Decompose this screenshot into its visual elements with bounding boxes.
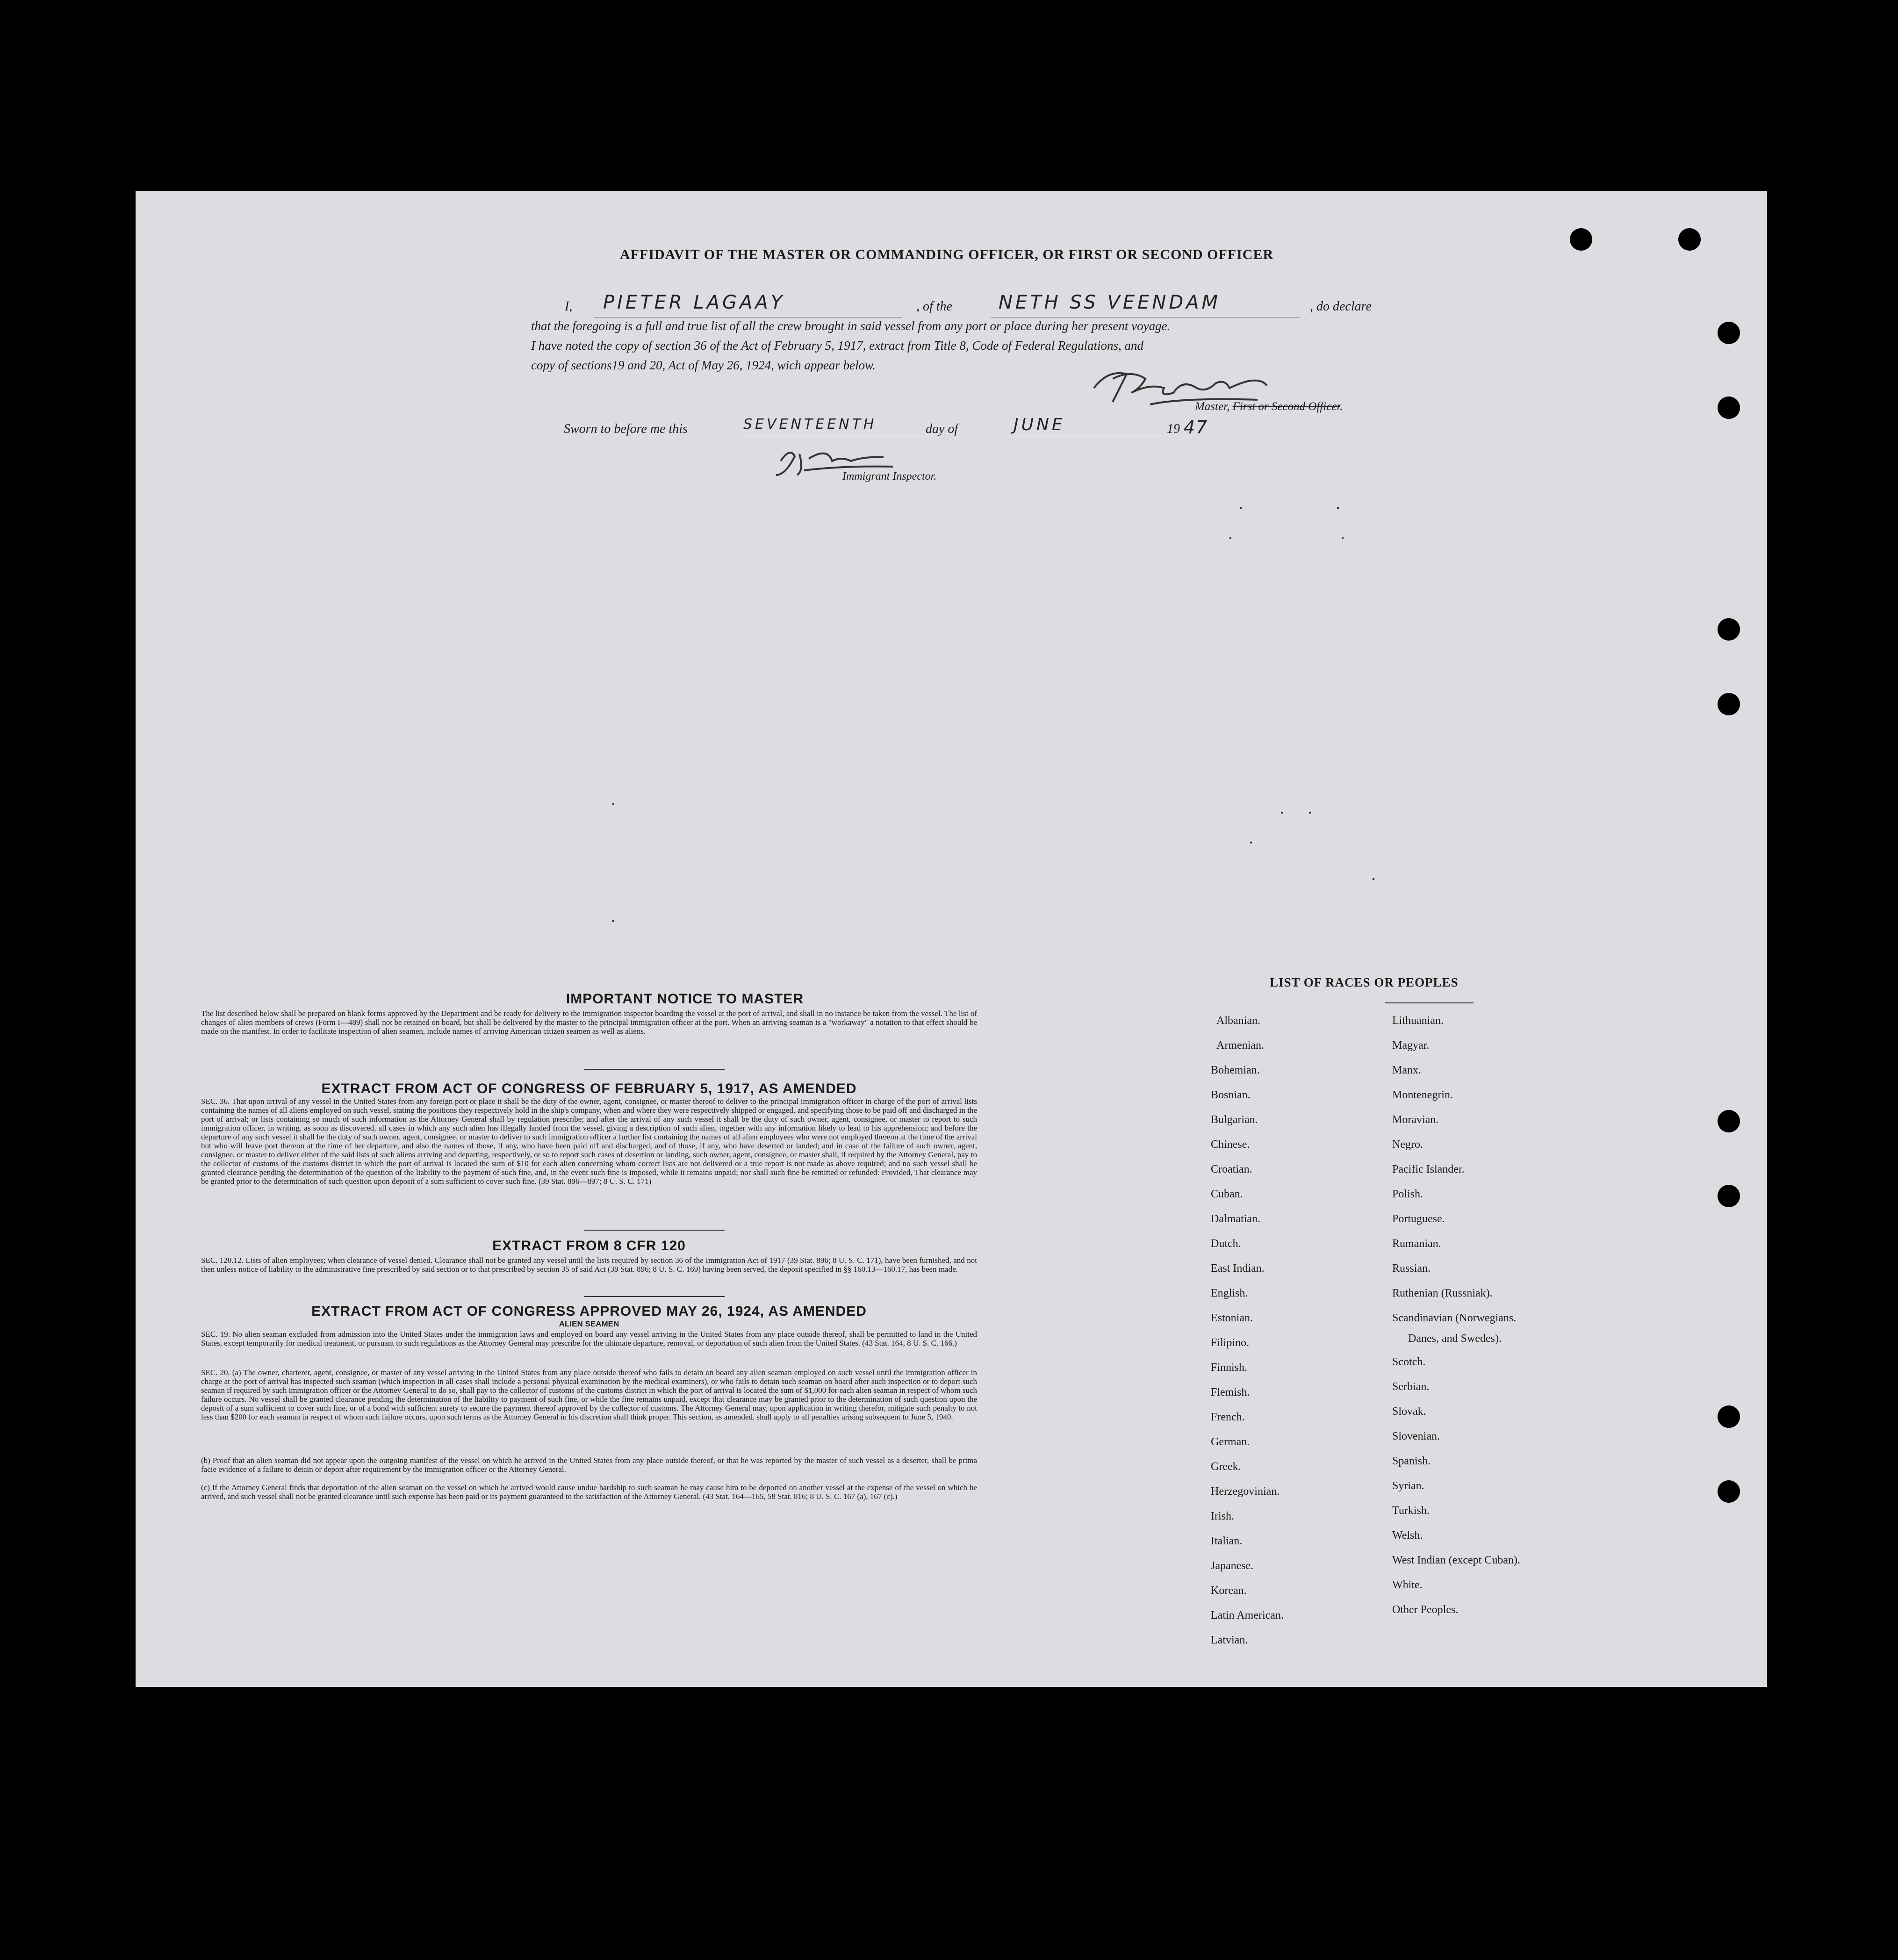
race-item: Spanish. xyxy=(1392,1455,1431,1467)
race-item: Turkish. xyxy=(1392,1505,1430,1517)
affidavit-declare-label: , do declare xyxy=(1310,299,1372,314)
race-item: Welsh. xyxy=(1392,1529,1423,1542)
scan-dot xyxy=(612,803,614,805)
race-item: Japanese. xyxy=(1211,1560,1254,1572)
race-item: Syrian. xyxy=(1392,1480,1424,1492)
race-item: Rumanian. xyxy=(1392,1238,1441,1250)
scan-dot xyxy=(612,920,614,922)
race-item: French. xyxy=(1211,1411,1245,1423)
race-item: Filipino. xyxy=(1211,1337,1250,1349)
race-item: Herzegovinian. xyxy=(1211,1485,1280,1498)
races-heading-rule xyxy=(1385,1002,1474,1003)
race-item: Italian. xyxy=(1211,1535,1243,1547)
divider xyxy=(584,1230,725,1231)
race-item: Estonian. xyxy=(1211,1312,1253,1324)
race-item: English. xyxy=(1211,1287,1248,1299)
extract-1924-p1: SEC. 19. No alien seaman excluded from admission into the United States under the immigration laws and employed on board any vessel arriving in the United States from any place outside thereof, shall be permitted to land in the United States, except temporarily for medical treatment, or pursuant to such regulations as the Attorney General may prescribe for the ultimate departure, removal, or deportation of such alien from the United States. (43 Stat. 164, 8 U. S. C. 166.) xyxy=(201,1330,977,1348)
extract-cfr-heading: EXTRACT FROM 8 CFR 120 xyxy=(492,1238,686,1254)
race-item: Greek. xyxy=(1211,1461,1241,1473)
scan-dot xyxy=(1337,507,1339,509)
race-item: Bulgarian. xyxy=(1211,1114,1258,1126)
affidavit-of-the-label: , of the xyxy=(916,299,952,314)
race-item: Chinese. xyxy=(1211,1139,1250,1151)
extract-1924-p2: SEC. 20. (a) The owner, charterer, agent, consignee, or master of any vessel arriving in the United States from any place outside thereof who fails to detain on board any alien seaman employed on such vessel until the immigration officer in charge at the port of arrival has inspected such seaman (which inspection in all cases shall include a personal physical examination by the medical examiners), or who fails to detain such seaman on board after such inspection or to deport such seaman if required by such immigration officer or the Attorney General to do so, shall pay to the collector of customs of the customs district in which the port of arrival is located the sum of $1,000 for each alien seaman in respect of whom such failure occurs. No vessel shall be granted clearance pending the determination of the liability to payment of such fine, or while the fine remains unpaid, except that clearance may be granted prior to the determination of such question upon the deposit of a sum sufficient to cover such fine, or of a bond with sufficient surety to secure the payment thereof approved by the collector of customs. The Attorney General may, upon application in writing therefor, mitigate such penalty to not less than $200 for each seaman in respect of whom such failure occurs, upon such terms as the Attorney General in his discretion shall think proper. This section, as amended, shall apply to all penalties arising subsequent to June 5, 1940. xyxy=(201,1368,977,1421)
divider xyxy=(584,1069,725,1070)
sworn-month-handwritten: JUNE xyxy=(1014,415,1065,434)
divider xyxy=(584,1296,725,1297)
race-item: Ruthenian (Russniak). xyxy=(1392,1287,1493,1299)
race-item: Manx. xyxy=(1392,1064,1421,1076)
sworn-day-of-label: day of xyxy=(926,422,958,436)
scan-dot xyxy=(1309,812,1311,814)
race-item: West Indian (except Cuban). xyxy=(1392,1554,1520,1566)
sworn-label: Sworn to before me this xyxy=(564,422,688,436)
sworn-day-handwritten: SEVENTEENTH xyxy=(743,416,877,432)
sworn-year-printed: 19 xyxy=(1167,422,1180,436)
race-item: Negro. xyxy=(1392,1139,1423,1151)
race-item: Serbian. xyxy=(1392,1381,1430,1393)
race-item: Cuban. xyxy=(1211,1188,1243,1200)
officer-struck-label: First or Second Officer xyxy=(1232,400,1340,413)
race-item: Montenegrin. xyxy=(1392,1089,1453,1101)
scan-dot xyxy=(1229,537,1231,539)
race-item: Latvian. xyxy=(1211,1634,1248,1646)
race-item: Bohemian. xyxy=(1211,1064,1260,1076)
binder-hole xyxy=(1718,1405,1740,1428)
binder-hole xyxy=(1678,228,1701,251)
race-item: Danes, and Swedes). xyxy=(1408,1333,1502,1345)
race-item: White. xyxy=(1392,1579,1423,1591)
scan-dot xyxy=(1250,842,1252,843)
race-item: Magyar. xyxy=(1392,1039,1430,1052)
affidavit-line-3: I have noted the copy of section 36 of the Act of February 5, 1917, extract from Title 8, Code of Federal Regulations, and xyxy=(531,339,1144,353)
race-item: Other Peoples. xyxy=(1392,1604,1459,1616)
sworn-year-handwritten: 47 xyxy=(1184,417,1208,438)
inspector-label: Immigrant Inspector. xyxy=(842,470,937,483)
race-item: Dutch. xyxy=(1211,1238,1241,1250)
race-item: Lithuanian. xyxy=(1392,1015,1444,1027)
officer-master-label: Master, xyxy=(1195,400,1230,413)
binder-hole xyxy=(1570,228,1592,251)
race-item: Latin American. xyxy=(1211,1609,1284,1621)
scan-dot xyxy=(1373,878,1374,880)
race-item: Slovenian. xyxy=(1392,1430,1440,1442)
race-item: Albanian. xyxy=(1216,1015,1260,1027)
binder-hole xyxy=(1718,1185,1740,1207)
race-item: Scandinavian (Norwegians. xyxy=(1392,1312,1517,1324)
vessel-name-handwritten: NETH SS VEENDAM xyxy=(999,292,1221,313)
race-item: East Indian. xyxy=(1211,1262,1265,1275)
extract-1917-heading: EXTRACT FROM ACT OF CONGRESS OF FEBRUARY 5, 1917, AS AMENDED xyxy=(321,1081,857,1096)
binder-hole xyxy=(1718,1110,1740,1132)
officer-label-end: . xyxy=(1340,400,1343,413)
race-item: Dalmatian. xyxy=(1211,1213,1260,1225)
notice-heading: IMPORTANT NOTICE TO MASTER xyxy=(566,991,804,1007)
race-item: Croatian. xyxy=(1211,1163,1252,1175)
race-item: Flemish. xyxy=(1211,1386,1250,1398)
extract-cfr-body: SEC. 120.12. Lists of alien employees; when clearance of vessel denied. Clearance shall not be granted any vessel until the lists required by section 36 of the Immigration Act of 1917 (39 Stat. 896; 8 U. S. C. 171), have been furnished, and not then unless notice of liability to the administrative fine prescribed by said section or to that prescribed by section 35 of said Act (39 Stat. 896; 8 U. S. C. 169) having been served, the deposit specified in §§ 160.13—160.17, has been made. xyxy=(201,1256,977,1274)
scan-dot xyxy=(1281,812,1283,814)
race-item: Armenian. xyxy=(1216,1039,1264,1052)
affidavit-i-label: I, xyxy=(565,299,573,314)
race-item: Portuguese. xyxy=(1392,1213,1445,1225)
notice-body: The list described below shall be prepared on blank forms approved by the Department and be ready for delivery to the immigration inspector boarding the vessel at the port of arrival, and shall in no instance be taken from the vessel. The list of changes of alien members of crews (Form I—489) shall not be retained on board, but shall be delivered by the master to the principal immigration officer at the port. When an arriving seaman is a "workaway" a notation to that effect should be made on the manifest. In order to facilitate inspection of alien seamen, include names of arriving American citizen seamen as well as aliens. xyxy=(201,1009,977,1036)
extract-1917-body: SEC. 36. That upon arrival of any vessel in the United States from any foreign port or place it shall be the duty of the owner, agent, consignee, or master thereof to deliver to the principal immigration officer in charge of the port of arrival lists containing the names of all aliens employed on such vessel, stating the positions they respectively hold in the ship's company, when and where they were respectively shipped or engaged, and specifying those to be paid off and discharged in the port of arrival; or lists containing so much of such information as the Attorney General shall by regulation prescribe; and after the arrival of any such vessel it shall be the duty of such owner, agent, consignee, or master to report to such immigration officer, in writing, as soon as discovered, all cases in which any such alien has illegally landed from the vessel, giving a description of such alien, together with any information likely to lead to his apprehension; and before the departure of any such vessel it shall be the duty of such owner, agent, consignee, or master to deliver to such immigration officer a further list containing the names of all alien employees who were not employed thereon at the time of the arrival but who will leave port thereon at the time of her departure, and also the names of those, if any, who have been paid off and discharged, and of those, if any, who have deserted or landed; and in case of the failure of such owner, agent, consignee, or master to deliver either of the said lists of such aliens arriving and departing, respectively, or so to report such cases of desertion or landing, such owner, agent, consignee, or master shall, if required by the Attorney General, pay to the collector of customs of the customs district in which the port of arrival is located the sum of $10 for each alien concerning whom correct lists are not delivered or a true report is not made as above required; and no such vessel shall be granted clearance pending the determination of the question of the liability to the payment of such fine, and, in the event such fine is imposed, while it remains unpaid; nor shall such fine be remitted or refunded: Provided, That clearance may be granted prior to the determination of such question upon deposit of a sum sufficient to cover such fine. (39 Stat. 896—897; 8 U. S. C. 171) xyxy=(201,1097,977,1186)
binder-hole xyxy=(1718,396,1740,419)
binder-hole xyxy=(1718,1480,1740,1503)
extract-1924-p4: (c) If the Attorney General finds that deportation of the alien seaman on the vessel on which he arrived would cause undue hardship to such seaman he may cause him to be deported on another vessel at the expense of the vessel on which he arrived, and such vessel shall not be granted clearance until such expense has been paid or its payment guaranteed to the satisfaction of the Attorney General. (43 Stat. 164—165, 58 Stat. 816; 8 U. S. C. 167 (a), 167 (c).) xyxy=(201,1483,977,1501)
binder-hole xyxy=(1718,618,1740,641)
scan-dot xyxy=(1240,507,1242,509)
affidavit-line-2: that the foregoing is a full and true list of all the crew brought in said vessel from any port or place during her present voyage. xyxy=(531,319,1171,333)
race-item: German. xyxy=(1211,1436,1250,1448)
extract-1924-subheading: ALIEN SEAMEN xyxy=(559,1319,619,1328)
master-name-handwritten: PIETER LAGAAY xyxy=(603,292,785,313)
affidavit-title: AFFIDAVIT OF THE MASTER OR COMMANDING OFFICER, OR FIRST OR SECOND OFFICER xyxy=(620,247,1274,262)
binder-hole xyxy=(1718,693,1740,715)
affidavit-line-4: copy of sections19 and 20, Act of May 26, 1924, wich appear below. xyxy=(531,358,876,372)
race-item: Bosnian. xyxy=(1211,1089,1251,1101)
race-item: Finnish. xyxy=(1211,1362,1248,1374)
binder-hole xyxy=(1718,322,1740,344)
race-item: Moravian. xyxy=(1392,1114,1439,1126)
race-item: Scotch. xyxy=(1392,1356,1426,1368)
extract-1924-heading: EXTRACT FROM ACT OF CONGRESS APPROVED MAY 26, 1924, AS AMENDED xyxy=(311,1304,867,1319)
scan-dot xyxy=(1342,537,1344,539)
officer-title-label xyxy=(1195,400,1343,413)
race-item: Russian. xyxy=(1392,1262,1431,1275)
race-item: Korean. xyxy=(1211,1585,1247,1597)
document-page xyxy=(136,191,1767,1687)
race-item: Slovak. xyxy=(1392,1405,1426,1418)
race-item: Pacific Islander. xyxy=(1392,1163,1465,1175)
extract-1924-p3: (b) Proof that an alien seaman did not appear upon the outgoing manifest of the vessel on which he arrived in the United States from any place outside thereof, or that he was reported by the master of such vessel as a deserter, shall be prima facie evidence of a failure to detain or deport after requirement by the immigration officer or the Attorney General. xyxy=(201,1456,977,1474)
races-heading: LIST OF RACES OR PEOPLES xyxy=(1270,975,1459,989)
race-item: Polish. xyxy=(1392,1188,1424,1200)
race-item: Irish. xyxy=(1211,1510,1234,1522)
